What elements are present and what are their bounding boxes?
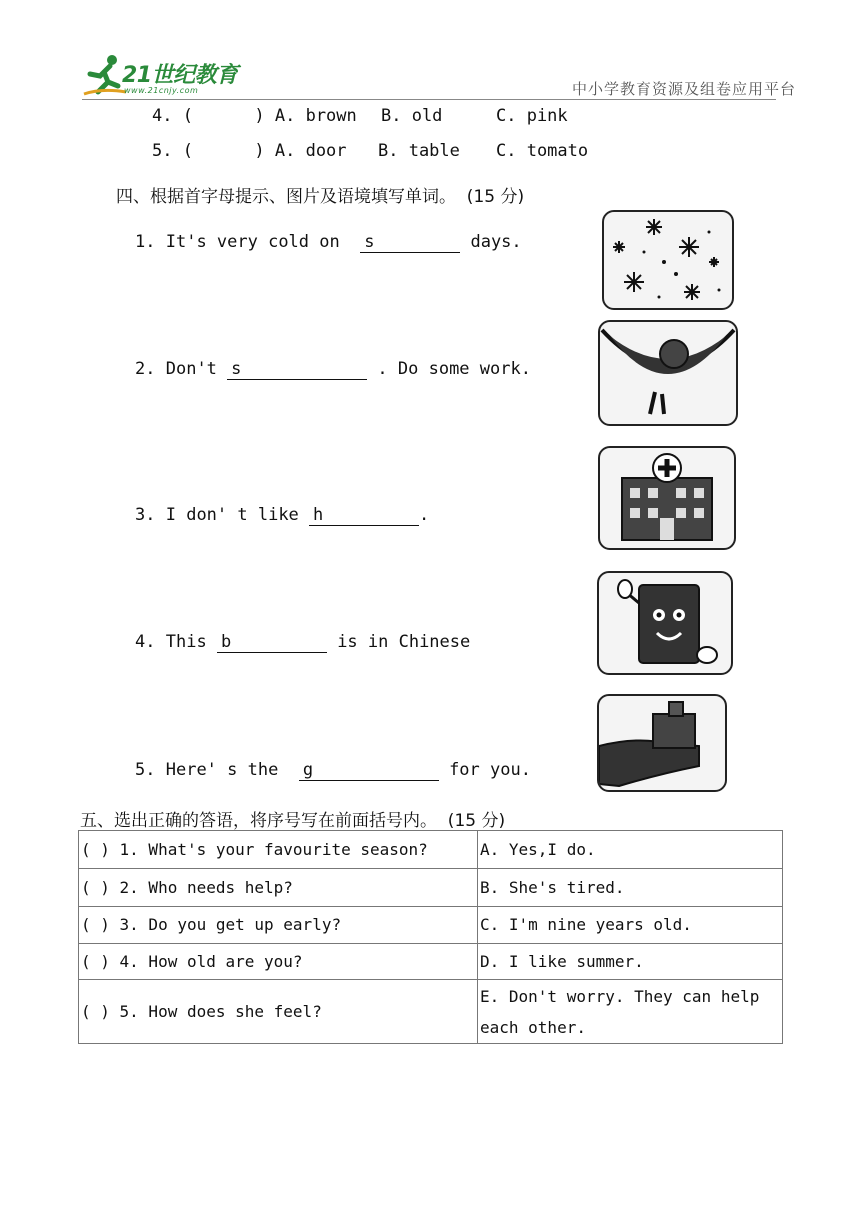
smiling-book-image — [597, 571, 733, 675]
question-cell[interactable]: ( ) 3. Do you get up early? — [79, 907, 478, 944]
hospital-icon — [600, 448, 734, 548]
gift-hand-image — [597, 694, 727, 792]
choice-item-5: 5. ( ) A. door — [152, 141, 347, 161]
question-cell[interactable]: ( ) 5. How does she feel? — [79, 980, 478, 1044]
answer-cell: C. I'm nine years old. — [478, 907, 783, 944]
hospital-building-image — [598, 446, 736, 550]
table-row — [79, 944, 783, 980]
answer-cell: E. Don't worry. They can help each other. — [478, 980, 783, 1044]
blank-3[interactable]: h — [309, 505, 419, 526]
table-row — [79, 831, 783, 869]
matching-table — [78, 830, 783, 1044]
answer-cell: A. Yes,I do. — [478, 831, 783, 869]
blank-4[interactable]: b — [217, 632, 327, 653]
fill-item-1: 1. It's very cold on s days. — [135, 232, 522, 252]
logo-text: 21世纪教育 — [122, 63, 238, 88]
question-cell[interactable]: ( ) 2. Who needs help? — [79, 869, 478, 907]
table-row — [79, 907, 783, 944]
fill-item-3: 3. I don' t like h . — [135, 505, 430, 525]
table-row — [79, 980, 783, 1044]
answer-cell: B. She's tired. — [478, 869, 783, 907]
fill-item-4: 4. This b is in Chinese — [135, 632, 471, 652]
gift-box-icon — [599, 696, 725, 790]
choice-item-4: 4. ( ) A. brown — [152, 106, 357, 126]
choice-4-c: C. pink — [496, 106, 568, 126]
sleeping-person-icon — [600, 322, 736, 424]
table-row — [79, 869, 783, 907]
header-divider — [82, 99, 776, 100]
hammock-sleeping-image — [598, 320, 738, 426]
fill-item-5: 5. Here' s the g for you. — [135, 760, 531, 780]
choice-5-b: B. table — [378, 141, 460, 161]
blank-5[interactable]: g — [299, 760, 439, 781]
book-character-icon — [599, 573, 731, 673]
question-cell[interactable]: ( ) 4. How old are you? — [79, 944, 478, 980]
logo-url: www.21cnjy.com — [124, 86, 199, 95]
blank-1[interactable]: s — [360, 232, 460, 253]
snowflakes-image — [602, 210, 734, 310]
choice-4-b: B. old — [381, 106, 443, 126]
snowflake-icon — [604, 212, 732, 308]
platform-title: 中小学教育资源及组卷应用平台 — [572, 80, 797, 98]
section-5-heading: 五、选出正确的答语，将序号写在前面括号内。 (15 分) — [80, 811, 506, 831]
answer-cell: D. I like summer. — [478, 944, 783, 980]
blank-2[interactable]: s — [227, 359, 367, 380]
question-cell[interactable]: ( ) 1. What's your favourite season? — [79, 831, 478, 869]
choice-5-c: C. tomato — [496, 141, 589, 161]
fill-item-2: 2. Don't s . Do some work. — [135, 359, 531, 379]
section-4-heading: 四、根据首字母提示、图片及语境填写单词。 (15 分) — [116, 187, 525, 207]
